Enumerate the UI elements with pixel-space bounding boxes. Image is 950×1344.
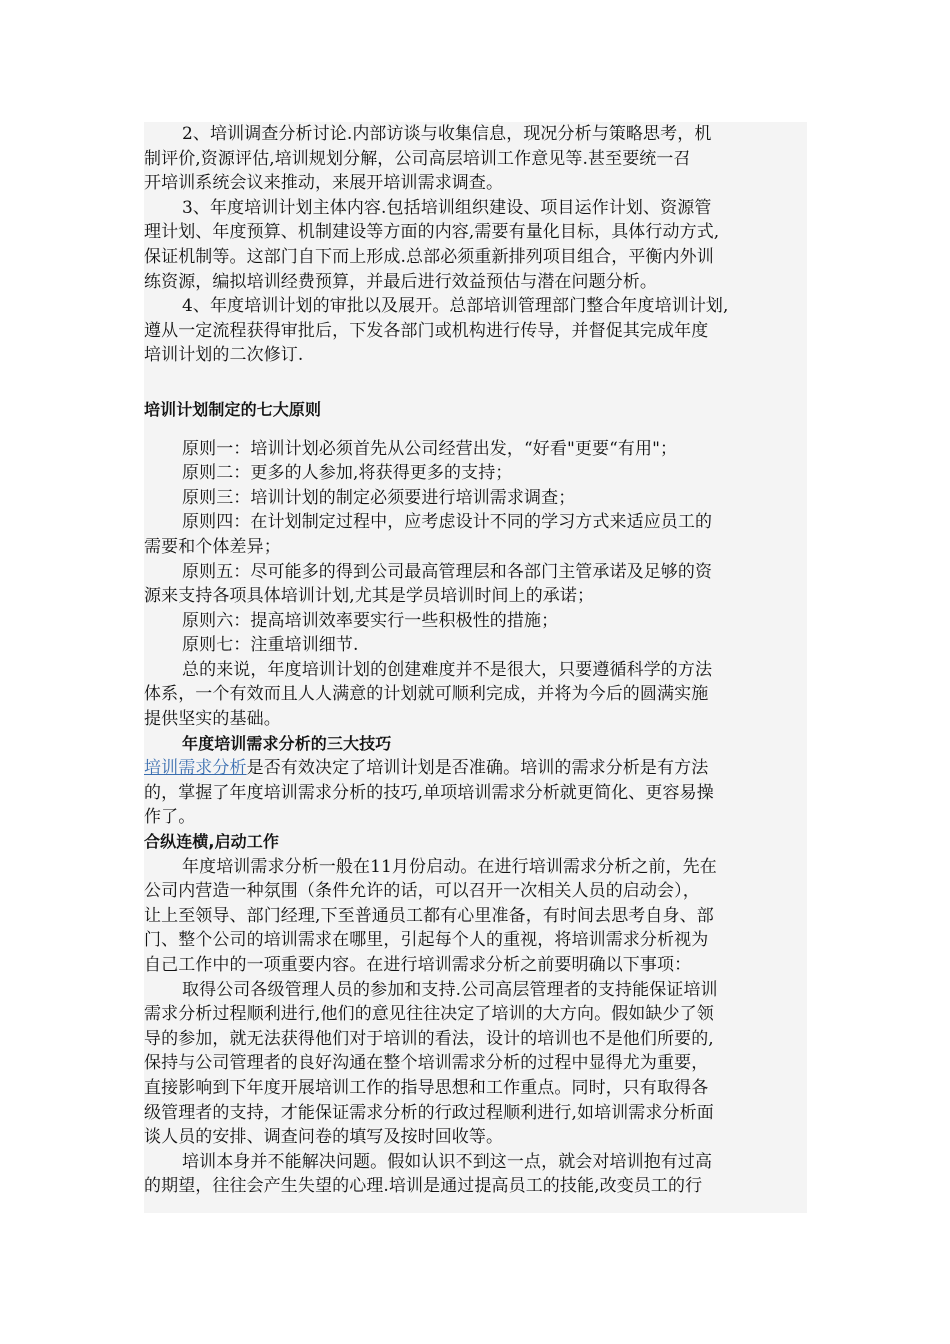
principle-line: 原则六：提高培训效率要实行一些积极性的措施；	[182, 610, 559, 631]
section-heading: 培训计划制定的七大原则	[144, 399, 322, 419]
paragraph-line: 培训本身并不能解决问题。假如认识不到这一点，就会对培训抱有过高	[182, 1151, 713, 1172]
principle-line: 原则四：在计划制定过程中，应考虑设计不同的学习方式来适应员工的	[182, 512, 713, 533]
paragraph-line: 2、培训调查分析讨论.内部访谈与收集信息，现况分析与策略思考，机	[182, 124, 712, 144]
paragraph-line: 提供坚实的基础。	[144, 709, 281, 730]
paragraph-line: 门、整个公司的培训需求在哪里，引起每个人的重视，将培训需求分析视为	[144, 930, 709, 951]
principle-line: 原则七：注重培训细节.	[182, 635, 359, 656]
paragraph-line: 练资源，编拟培训经费预算，并最后进行效益预估与潜在问题分析。	[144, 271, 657, 292]
principle-line: 需要和个体差异；	[144, 536, 281, 557]
paragraph-line: 保证机制等。这部门自下而上形成.总部必须重新排列项目组合，平衡内外训	[144, 246, 714, 267]
paragraph-line: 级管理者的支持，才能保证需求分析的行政过程顺利进行,如培训需求分析面	[144, 1102, 714, 1123]
spacer	[144, 368, 807, 398]
paragraph-line: 理计划、年度预算、机制建设等方面的内容,需要有量化目标，具体行动方式,	[144, 222, 720, 243]
principle-line: 原则五：尽可能多的得到公司最高管理层和各部门主管承诺及足够的资	[182, 561, 713, 582]
paragraph-text: 是否有效决定了培训计划是否准确。培训的需求分析是有方法	[246, 758, 709, 779]
paragraph-line: 总的来说，年度培训计划的创建难度并不是很大，只要遵循科学的方法	[182, 659, 713, 680]
principle-line: 原则三：培训计划的制定必须要进行培训需求调查；	[182, 487, 576, 508]
paragraph-line: 年度培训需求分析一般在11月份启动。在进行培训需求分析之前，先在	[182, 856, 717, 877]
paragraph-line: 取得公司各级管理人员的参加和支持.公司高层管理者的支持能保证培训	[182, 979, 718, 1000]
principle-line: 原则一：培训计划必须首先从公司经营出发，“好看"更要“有用"；	[182, 438, 678, 459]
paragraph-line: 体系，一个有效而且人人满意的计划就可顺利完成，并将为今后的圆满实施	[144, 684, 709, 705]
paragraph-line: 自己工作中的一项重要内容。在进行培训需求分析之前要明确以下事项：	[144, 955, 692, 975]
spacer	[144, 423, 807, 437]
paragraph-line	[144, 756, 807, 781]
paragraph-line: 需求分析过程顺利进行,他们的意见往往决定了培训的大方向。假如缺少了领	[144, 1004, 714, 1025]
paragraph-line: 让上至领导、部门经理,下至普通员工都有心里准备，有时间去思考自身、部	[144, 905, 714, 926]
paragraph-line: 作了。	[144, 807, 196, 828]
paragraph-line: 培训计划的二次修订.	[144, 345, 304, 366]
paragraph-line: 直接影响到下年度开展培训工作的指导思想和工作重点。同时，只有取得各	[144, 1077, 709, 1098]
training-needs-analysis-link[interactable]: 培训需求分析	[144, 758, 247, 779]
paragraph-line: 的，掌握了年度培训需求分析的技巧,单项培训需求分析就更简化、更容易操	[144, 782, 714, 803]
section-heading: 合纵连横,启动工作	[144, 832, 279, 852]
paragraph-line: 公司内营造一种氛围（条件允许的话，可以召开一次相关人员的启动会），	[144, 881, 700, 902]
paragraph-line: 谈人员的安排、调查问卷的填写及按时回收等。	[144, 1127, 504, 1148]
paragraph-line: 3、年度培训计划主体内容.包括培训组织建设、项目运作计划、资源管	[182, 197, 712, 218]
paragraph-line: 4、年度培训计划的审批以及展开。总部培训管理部门整合年度培训计划,	[182, 296, 729, 317]
paragraph-line: 开培训系统会议来推动，来展开培训需求调查。	[144, 173, 504, 194]
paragraph-line: 遵从一定流程获得审批后，下发各部门或机构进行传导，并督促其完成年度	[144, 320, 709, 341]
principle-line: 源来支持各项具体培训计划,尤其是学员培训时间上的承诺；	[144, 586, 595, 607]
principle-line: 原则二：更多的人参加,将获得更多的支持；	[182, 463, 513, 484]
paragraph-line: 制评价,资源评估,培训规划分解，公司高层培训工作意见等.甚至要统一召	[144, 148, 691, 169]
paragraph-line: 的期望，往往会产生失望的心理.培训是通过提高员工的技能,改变员工的行	[144, 1176, 703, 1197]
document-body	[144, 122, 807, 1213]
paragraph-line: 导的参加，就无法获得他们对于培训的看法，设计的培训也不是他们所要的,	[144, 1028, 714, 1049]
paragraph-line: 保持与公司管理者的良好沟通在整个培训需求分析的过程中显得尤为重要，	[144, 1053, 709, 1074]
section-heading: 年度培训需求分析的三大技巧	[182, 733, 392, 753]
